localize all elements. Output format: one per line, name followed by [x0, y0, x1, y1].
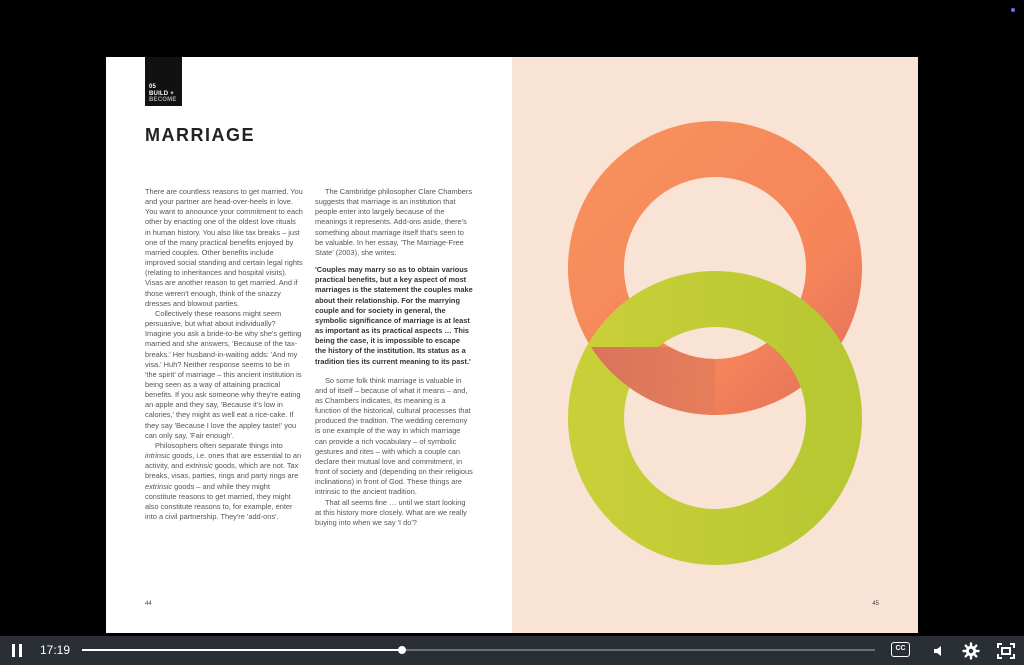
interlocked-rings-illustration [512, 57, 918, 633]
volume-icon[interactable] [930, 641, 950, 661]
paragraph: Philosophers often separate things into intrinsic goods, i.e. ones that are essential to an activity, and extrinsic goods, which are not. Tax breaks, visas, parties, rings and party rings are extrinsic goods – and while they might constitute reasons to get married, they might also constitute reasons to, for example, enter into a civil partnership. They're 'add-ons'. [145, 440, 302, 521]
text-column-1 [145, 187, 303, 522]
right-page [512, 57, 918, 633]
chapter-line2: BECOME [149, 97, 177, 103]
progress-bar[interactable] [82, 649, 875, 651]
status-dot [1011, 8, 1015, 12]
paragraph: So some folk think marriage is valuable in and of itself – because of what it means – and, as Chambers indicates, its meaning is a function of the historical, cultural processes that produced the tradition. The wedding ceremony is one example of the way in which marriage can provide a rich vocabulary – of symbolic gestures and rites – with which a couple can declare their mutual love and commitment, in front of society and (depending on their religious inclinations) in front of God. These things are intrinsic to the ancient tradition. [315, 375, 473, 497]
chapter-line1: BUILD + [149, 90, 174, 97]
paragraph: The Cambridge philosopher Clare Chambers suggests that marriage is an institution that people enter into largely because of the meanings it represents. Add-ons aside, there's something about marriage itself that's seen to be valuable. In her essay, 'The Marriage-Free State' (2003), she writes: [315, 187, 473, 257]
fullscreen-icon[interactable] [996, 641, 1016, 661]
pause-icon [12, 644, 15, 657]
progress-handle[interactable] [398, 646, 406, 654]
book-spread [106, 57, 918, 633]
paragraph: Collectively these reasons might seem persuasive, but what about individually? Imagine you ask a bride-to-be why she's getting married and she answers, 'Because of the tax-breaks.' Her husband-in-waiting adds: 'And my visa.' Huh? Neither response seems to be in 'the spirit' of marriage – this ancient institution is being seen as a way of attaining practical benefits. If you ask someone why they're eating an apple and they say, 'Because it's low in calories,' they might as well eat a rice-cake. If they say 'Because I love the appley taste!' you can only say, 'Fair enough'. [145, 308, 302, 440]
left-page [106, 57, 512, 633]
paragraph: That all seems fine … until we start looking at this history more closely. What are we really buying into when we say 'I do'? [315, 497, 467, 527]
page-title: MARRIAGE [145, 125, 255, 145]
video-controls-bar [0, 636, 1024, 665]
current-time: 17:19 [40, 643, 71, 657]
chapter-number: 05 [149, 84, 157, 90]
chapter-tab [145, 57, 182, 106]
green-ring [596, 299, 834, 537]
page-number-right: 45 [872, 601, 879, 607]
page-number-left: 44 [145, 601, 152, 607]
text-column-2 [315, 187, 473, 528]
pause-button[interactable] [12, 644, 23, 657]
settings-icon[interactable] [961, 641, 981, 661]
block-quote: 'Couples may marry so as to obtain various practical benefits, but a key aspect of most marriages is the statement the couples make about their relationship. For the marrying couple and for society in general, the symbolic significance of marriage is at least as important as its practical aspects … This being the case, it is impossible to escape the history of the institution. Its status as a tradition ties its current meaning to its past.' [315, 265, 473, 366]
cc-button[interactable]: CC [891, 642, 910, 657]
paragraph: There are countless reasons to get married. You and your partner are head-over-heels in love. You want to announce your commitment to each other by enacting one of the oldest love rituals in human history. You also like tax breaks – just one of the many practical benefits enjoyed by married couples. Other benefits include improved social standing and certain legal rights (relating to inheritances and hospital visits). Visas are another reason to get married. And if those weren't enough, think of the snazzy dresses and blowout parties. [145, 187, 303, 308]
progress-fill [82, 649, 402, 651]
